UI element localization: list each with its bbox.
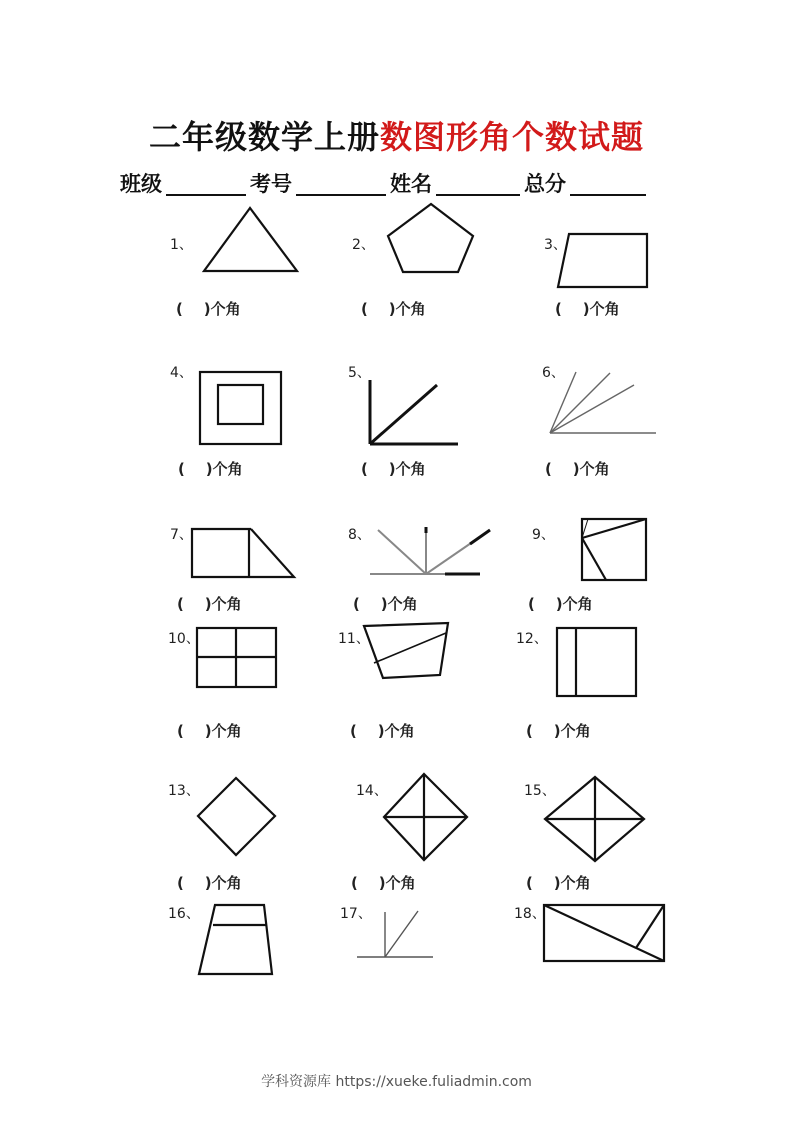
item-number: 16、 (168, 906, 200, 922)
exam-no-label: 考号 (250, 172, 292, 196)
answer-blank[interactable]: ( )个角 (353, 595, 418, 613)
item-number: 2、 (352, 237, 375, 253)
answer-blank[interactable]: ( )个角 (526, 874, 591, 892)
score-label: 总分 (524, 172, 566, 196)
item-number: 14、 (356, 783, 388, 799)
item-number: 6、 (542, 365, 565, 381)
answer-blank[interactable]: ( )个角 (177, 722, 242, 740)
title-part-2: 数图形角个数试题 (380, 118, 645, 156)
item-number: 11、 (338, 631, 370, 647)
item-number: 12、 (516, 631, 548, 647)
answer-blank[interactable]: ( )个角 (178, 460, 243, 478)
item-number: 10、 (168, 631, 200, 647)
item-number: 17、 (340, 906, 372, 922)
answer-blank[interactable]: ( )个角 (361, 460, 426, 478)
title-part-1: 二年级数学上册 (148, 118, 380, 156)
answer-blank[interactable]: ( )个角 (361, 300, 426, 318)
item-number: 3、 (544, 237, 567, 253)
item-number: 4、 (170, 365, 193, 381)
item-number: 13、 (168, 783, 200, 799)
class-label: 班级 (120, 172, 162, 196)
footer-source: 学科资源库 https://xueke.fuliadmin.com (261, 1074, 532, 1090)
item-number: 15、 (524, 783, 556, 799)
answer-blank[interactable]: ( )个角 (526, 722, 591, 740)
answer-blank[interactable]: ( )个角 (350, 722, 415, 740)
item-number: 1、 (170, 237, 193, 253)
item-number: 5、 (348, 365, 371, 381)
item-number: 7、 (170, 527, 193, 543)
answer-blank[interactable]: ( )个角 (177, 874, 242, 892)
name-label: 姓名 (390, 172, 432, 196)
answer-blank[interactable]: ( )个角 (176, 300, 241, 318)
answer-blank[interactable]: ( )个角 (528, 595, 593, 613)
item-number: 9、 (532, 527, 555, 543)
answer-blank[interactable]: ( )个角 (351, 874, 416, 892)
item-number: 8、 (348, 527, 371, 543)
answer-blank[interactable]: ( )个角 (177, 595, 242, 613)
item-number: 18、 (514, 906, 546, 922)
answer-blank[interactable]: ( )个角 (545, 460, 610, 478)
answer-blank[interactable]: ( )个角 (555, 300, 620, 318)
